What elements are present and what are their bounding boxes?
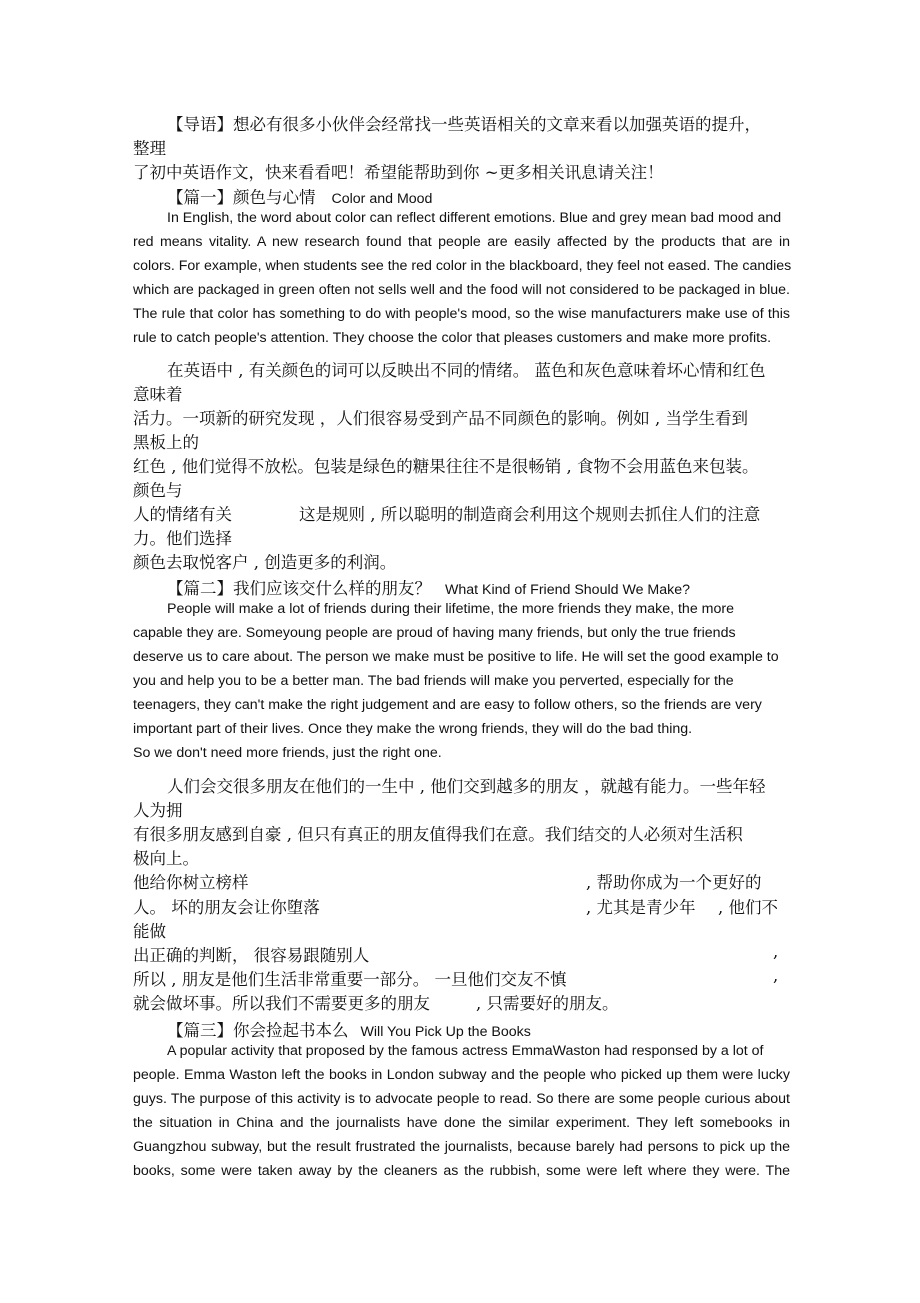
s2-cn-line: 有很多朋友感到自豪 , 但只有真正的朋友值得我们在意。我们结交的人必须对生活积 [133, 825, 743, 844]
intro-line-2: 整理 [133, 139, 166, 158]
s1-en-line: which are packaged in green often not sells well and the food will not considered to be packaged in blue. [133, 282, 790, 298]
section-2-heading [167, 575, 690, 599]
s1-en-line: The rule that color has something to do with people's mood, so the wise manufacturers make use of this [133, 306, 790, 322]
s1-cn-line: 红色 , 他们觉得不放松。包装是绿色的糖果往往不是很畅销 , 食物不会用蓝色来包装。 [133, 457, 759, 476]
s2-cn-line: 就会做坏事。所以我们不需要更多的朋友 [133, 994, 430, 1013]
section-3-heading [167, 1017, 531, 1041]
intro-line-1: 【导语】想必有很多小伙伴会经常找一些英语相关的文章来看以加强英语的提升， [167, 115, 761, 134]
s1-cn-line: 意味着 [133, 385, 183, 404]
s2-cn-line: 人。 坏的朋友会让你堕落 [133, 898, 320, 917]
s1-cn-line: 颜色与 [133, 481, 183, 500]
s2-cn-line: 人们会交很多朋友在他们的一生中 , 他们交到越多的朋友 ，就越有能力。一些年轻 [167, 777, 766, 796]
s3-en-line: people. Emma Waston left the books in London subway and the people who picked up them were lucky [133, 1067, 790, 1083]
s1-cn-line: 在英语中 , 有关颜色的词可以反映出不同的情绪。 蓝色和灰色意味着坏心情和红色 [167, 361, 766, 380]
s1-cn-line: 黑板上的 [133, 433, 199, 452]
section-2-heading-en: What Kind of Friend Should We Make? [445, 582, 690, 598]
s2-en-line: capable they are. Someyoung people are proud of having many friends, but only the true friends [133, 625, 736, 641]
s2-cn-line: , 只需要好的朋友。 [476, 994, 619, 1013]
s3-en-line: Guangzhou subway, but the result frustrated the journalists, because barely had persons to pick up the [133, 1139, 790, 1155]
section-2-heading-cn: 【篇二】我们应该交什么样的朋友？ [167, 579, 431, 598]
s2-cn-line: , [773, 942, 779, 961]
s1-en-line: colors. For example, when students see the red color in the blackboard, they feel not eased. The candies [133, 258, 792, 274]
s1-cn-line: 活力。一项新的研究发现 ，人们很容易受到产品不同颜色的影响。例如 , 当学生看到 [133, 409, 748, 428]
s2-cn-line: 出正确的判断， 很容易跟随别人 [133, 946, 370, 965]
s3-en-line: the situation in China and the journalists have done the similar experiment. They left somebooks in [133, 1115, 790, 1131]
s1-cn-line: 颜色去取悦客户 , 创造更多的利润。 [133, 553, 397, 572]
section-3-heading-en: Will You Pick Up the Books [360, 1024, 531, 1040]
s2-cn-line: , 尤其是青少年 [586, 898, 696, 917]
s1-cn-line: 这是规则 , 所以聪明的制造商会利用这个规则去抓住人们的注意 [299, 505, 761, 524]
s2-en-line: People will make a lot of friends during their lifetime, the more friends they make, the more [167, 601, 734, 617]
section-1-heading [167, 184, 432, 208]
s2-cn-line: 他给你树立榜样 [133, 873, 249, 892]
s2-cn-line: , 他们不 [718, 898, 778, 917]
s2-cn-line: , [773, 966, 779, 985]
section-1-heading-en: Color and Mood [331, 191, 433, 207]
s2-cn-line: 所以 , 朋友是他们生活非常重要一部分。 一旦他们交友不慎 [133, 970, 567, 989]
s2-en-line: teenagers, they can't make the right judgement and are easy to follow others, so the friends are very [133, 697, 762, 713]
s3-en-line: A popular activity that proposed by the famous actress EmmaWaston had responsed by a lot of [167, 1043, 764, 1059]
s3-en-line: books, some were taken away by the cleaners as the rubbish, some were left where they were. The [133, 1163, 790, 1179]
s1-cn-line: 力。他们选择 [133, 529, 232, 548]
s2-en-line: So we don't need more friends, just the right one. [133, 745, 442, 761]
section-1-heading-cn: 【篇一】颜色与心情 [167, 188, 316, 207]
s3-en-line: guys. The purpose of this activity is to advocate people to read. So there are some people curious about [133, 1091, 790, 1107]
s1-en-line: rule to catch people's attention. They choose the color that pleases customers and make more profits. [133, 330, 772, 346]
s2-en-line: important part of their lives. Once they make the wrong friends, they will do the bad thing. [133, 721, 693, 737]
s1-en-line: In English, the word about color can reflect different emotions. Blue and grey mean bad mood and [167, 210, 782, 226]
section-3-heading-cn: 【篇三】你会捡起书本么 [167, 1021, 349, 1040]
s2-cn-line: , 帮助你成为一个更好的 [586, 873, 762, 892]
s2-cn-line: 人为拥 [133, 801, 183, 820]
s1-cn-line: 人的情绪有关 [133, 505, 232, 524]
s2-cn-line: 能做 [133, 922, 166, 941]
intro-line-3: 了初中英语作文，快来看看吧！希望能帮助到你 ~更多相关讯息请关注！ [133, 163, 664, 182]
s2-en-line: deserve us to care about. The person we make must be positive to life. He will set the good example to [133, 649, 779, 665]
s1-en-line: red means vitality. A new research found that people are easily affected by the products that are in [133, 234, 790, 250]
s2-cn-line: 极向上。 [133, 849, 199, 868]
s2-en-line: you and help you to be a better man. The bad friends will make you perverted, especially for the [133, 673, 734, 689]
